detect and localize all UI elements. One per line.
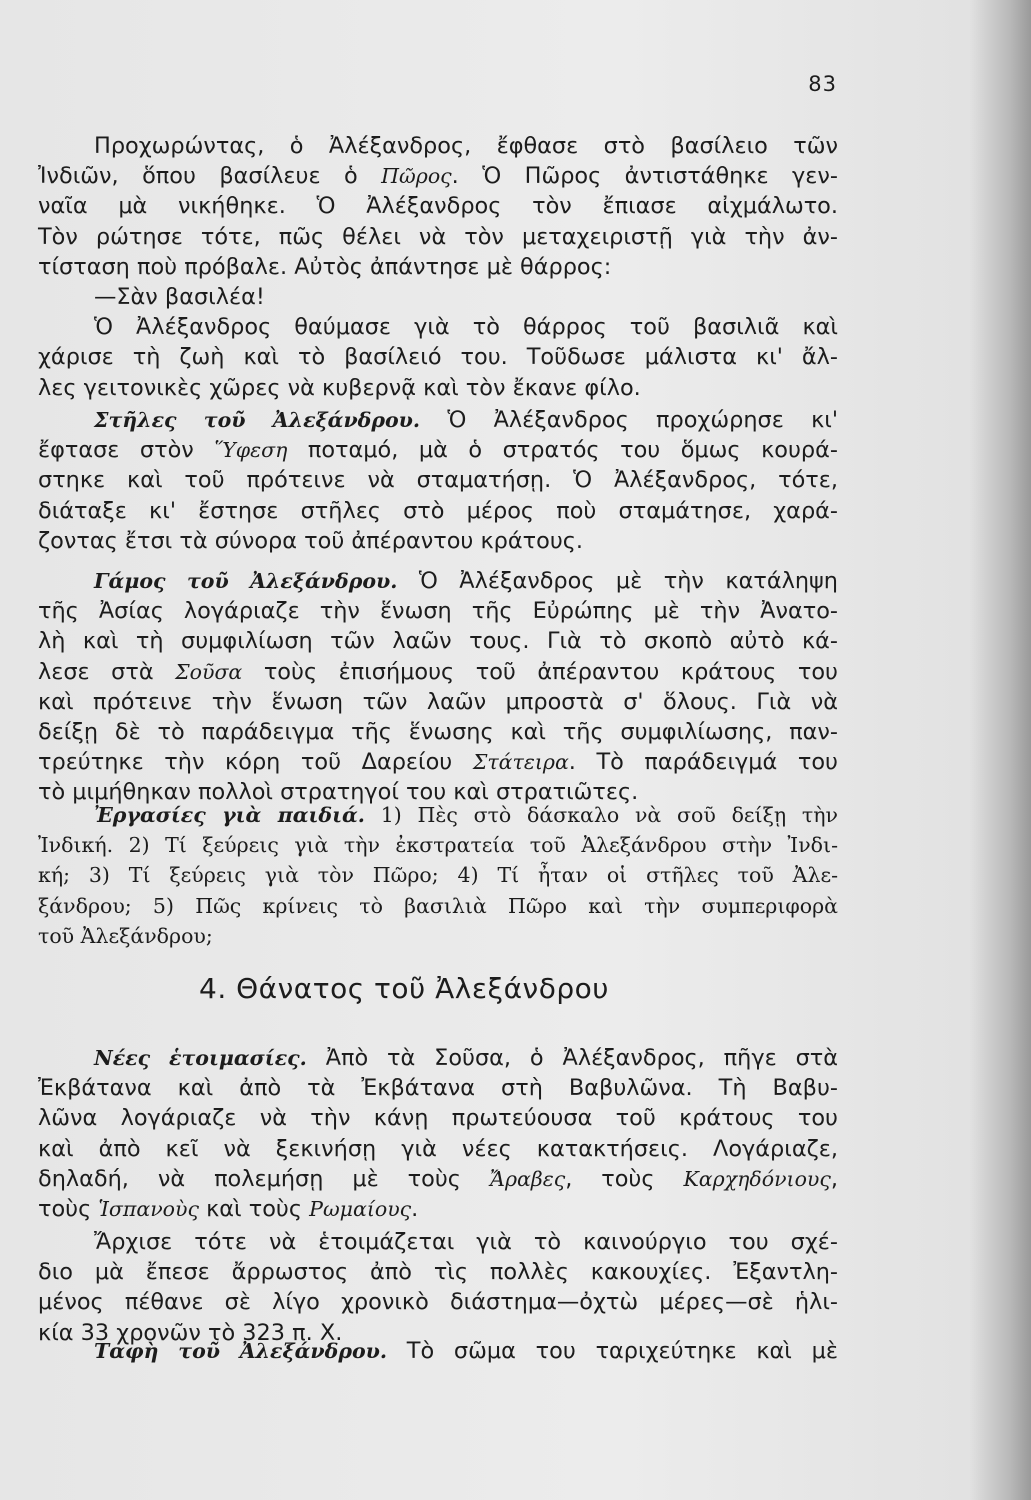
text-line: ξάνδρου; 5) Πῶς κρίνεις τὸ βασιλιὰ Πῶρο καὶ τὴν συμπεριφορὰ [38, 893, 838, 918]
text-span: τρεύτηκε τὴν κόρη τοῦ Δαρείου [38, 749, 453, 776]
text-line: τὸ μιμήθηκαν πολλοὶ στρατηγοί του καὶ στρατιῶτες. [38, 779, 639, 806]
paragraph-heading: Ἐργασίες γιὰ παιδιά. [94, 803, 365, 827]
text-line: Ἐκβάτανα καὶ ἀπὸ τὰ Ἐκβάτανα στὴ Βαβυλῶνα. Τὴ Βαβυ- [38, 1075, 838, 1102]
text-line: Ὁ Ἀλέξανδρος θαύμασε γιὰ τὸ θάρρος τοῦ βασιλιᾶ καὶ [94, 314, 838, 341]
text-span: Ἀπὸ τὰ Σοῦσα, ὁ Ἀλέξανδρος, πῆγε στὰ [325, 1045, 839, 1071]
italic-name: Πῶρος [381, 164, 452, 189]
text-line: διάταξε κι' ἔστησε στῆλες στὸ μέρος ποὺ σταμάτησε, χαρά- [38, 497, 838, 524]
text-line: ναῖα μὰ νικήθηκε. Ὁ Ἀλέξανδρος τὸν ἔπιασε αἰχμάλωτο. [38, 193, 838, 220]
text-span: , [830, 1165, 838, 1192]
text-span: . Τὸ παράδειγμά του [568, 749, 838, 776]
text-line [38, 566, 838, 596]
text-span: Ὁ Ἀλέξανδρος μὲ τὴν κατάληψη [418, 568, 838, 594]
text-span: δηλαδή, νὰ πολεμήσῃ μὲ τοὺς [38, 1165, 461, 1192]
text-line: διο μὰ ἔπεσε ἄρρωστος ἀπὸ τὶς πολλὲς κακουχίες. Ἐξαντλη- [38, 1259, 838, 1286]
text-line: τοῦ Ἀλεξάνδρου; [38, 923, 213, 948]
text-line [38, 1164, 838, 1194]
italic-name: Καρχηδόνιους [683, 1166, 831, 1191]
text-span: Ἰνδιῶν, ὅπου βασίλευε ὁ [38, 163, 358, 190]
paragraph-death [38, 1227, 838, 1348]
text-line: λῶνα λογάριαζε νὰ τὴν κάνῃ πρωτεύουσα τοῦ κράτους του [38, 1105, 838, 1132]
paragraph-gamos [38, 566, 838, 808]
text-line: λες γειτονικὲς χῶρες νὰ κυβερνᾷ καὶ τὸν ἔκανε φίλο. [38, 374, 641, 401]
text-line [38, 657, 838, 687]
text-line: Προχωρώντας, ὁ Ἀλέξανδρος, ἔφθασε στὸ βασίλειο τῶν [94, 133, 838, 159]
text-line: στηκε καὶ τοῦ πρότεινε νὰ σταματήσῃ. Ὁ Ἀλέξανδρος, τότε, [38, 467, 838, 494]
paragraph-heading: Γάμος τοῦ Ἀλεξάνδρου. [94, 569, 398, 593]
text-line: τίσταση ποὺ πρόβαλε. Αὐτὸς ἀπάντησε μὲ θάρρος: [38, 253, 612, 280]
text-line [38, 435, 838, 465]
italic-name: Ἄραβες [489, 1166, 566, 1191]
text-line [38, 405, 838, 435]
italic-name: Στάτειρα [472, 750, 569, 775]
text-line: λὴ καὶ τὴ συμφιλίωση τῶν λαῶν τους. Γιὰ τὸ σκοπὸ αὐτὸ κά- [38, 628, 838, 655]
paragraph-exercises [38, 800, 838, 951]
text-line: ζοντας ἔτσι τὰ σύνορα τοῦ ἀπέραντου κράτους. [38, 527, 584, 554]
text-line: καὶ πρότεινε τὴν ἕνωση τῶν λαῶν μπροστὰ σ' ὅλους. Γιὰ νὰ [38, 688, 838, 715]
italic-name: Ρωμαίους [309, 1197, 412, 1222]
italic-name: Ἱσπανοὺς [98, 1197, 199, 1222]
text-span: καὶ τοὺς [206, 1196, 303, 1223]
text-line: κία 33 χρονῶν τὸ 323 π. Χ. [38, 1319, 343, 1346]
text-line [38, 747, 838, 777]
text-span: 1) Πὲς στὸ δάσκαλο νὰ σοῦ δείξῃ τὴν [380, 803, 838, 827]
text-span: . [411, 1196, 419, 1223]
text-span: ποταμό, μὰ ὁ στρατός του ὅμως κουρά- [307, 437, 838, 464]
text-line: κή; 3) Τί ξεύρεις γιὰ τὸν Πῶρο; 4) Τί ἦταν οἱ στῆλες τοῦ Ἀλε- [38, 863, 838, 888]
paragraph-poros [38, 131, 838, 403]
text-line: Ἰνδική. 2) Τί ξεύρεις γιὰ τὴν ἐκστρατεία τοῦ Ἀλεξάνδρου στὴν Ἰνδι- [38, 833, 838, 858]
text-line: Ἄρχισε τότε νὰ ἑτοιμάζεται γιὰ τὸ καινούργιο του σχέ- [94, 1229, 838, 1255]
text-span: τοὺς [38, 1196, 92, 1223]
paragraph-stiles [38, 405, 838, 556]
text-line [38, 1194, 838, 1224]
text-line: τῆς Ἀσίας λογάριαζε τὴν ἕνωση τῆς Εὐρώπης μὲ τὴν Ἀνατο- [38, 598, 838, 625]
italic-name: Σοῦσα [175, 659, 243, 684]
text-span: τοὺς ἐπισήμους τοῦ ἀπέραντου κράτους του [263, 658, 838, 685]
text-line: δείξῃ δὲ τὸ παράδειγμα τῆς ἕνωσης καὶ τῆς συμφιλίωσης, παν- [38, 719, 838, 746]
paragraph-nees-etoimasies [38, 1043, 838, 1224]
text-line: καὶ ἀπὸ κεῖ νὰ ξεκινήσῃ γιὰ νέες κατακτήσεις. Λογάριαζε, [38, 1135, 838, 1162]
paragraph-heading: Ταφὴ τοῦ Ἀλεξάνδρου. [94, 1339, 387, 1363]
page-number: 83 [808, 72, 837, 96]
text-line: —Σὰν βασιλέα! [94, 284, 265, 311]
text-line [38, 800, 838, 830]
paragraph-heading: Νέες ἑτοιμασίες. [94, 1046, 307, 1070]
text-span: , τοὺς [565, 1165, 655, 1192]
text-span: Τὸ σῶμα του ταριχεύτηκε καὶ μὲ [406, 1338, 838, 1364]
text-line: χάρισε τὴ ζωὴ καὶ τὸ βασίλειό του. Τοῦδωσε μάλιστα κι' ἄλ- [38, 344, 838, 371]
text-span: λεσε στὰ [38, 658, 154, 685]
text-line [38, 1043, 838, 1073]
text-line: Τὸν ρώτησε τότε, πῶς θέλει νὰ τὸν μεταχειριστῇ γιὰ τὴν ἀν- [38, 223, 838, 250]
text-line [38, 161, 838, 191]
text-line [38, 1336, 838, 1366]
text-span: Ὁ Ἀλέξανδρος προχώρησε κι' [447, 407, 839, 433]
paragraph-burial [38, 1336, 838, 1366]
italic-name: Ὕφεση [214, 438, 288, 463]
paragraph-heading: Στῆλες τοῦ Ἀλεξάνδρου. [94, 408, 421, 432]
text-span: . Ὁ Πῶρος ἀντιστάθηκε γεν- [451, 163, 838, 190]
section-title: 4. Θάνατος τοῦ Ἀλεξάνδρου [199, 972, 609, 1005]
text-line: μένος πέθανε σὲ λίγο χρονικὸ διάστημα—ὀχτὼ μέρες—σὲ ἡλι- [38, 1289, 838, 1316]
text-span: ἔφτασε στὸν [38, 437, 194, 464]
